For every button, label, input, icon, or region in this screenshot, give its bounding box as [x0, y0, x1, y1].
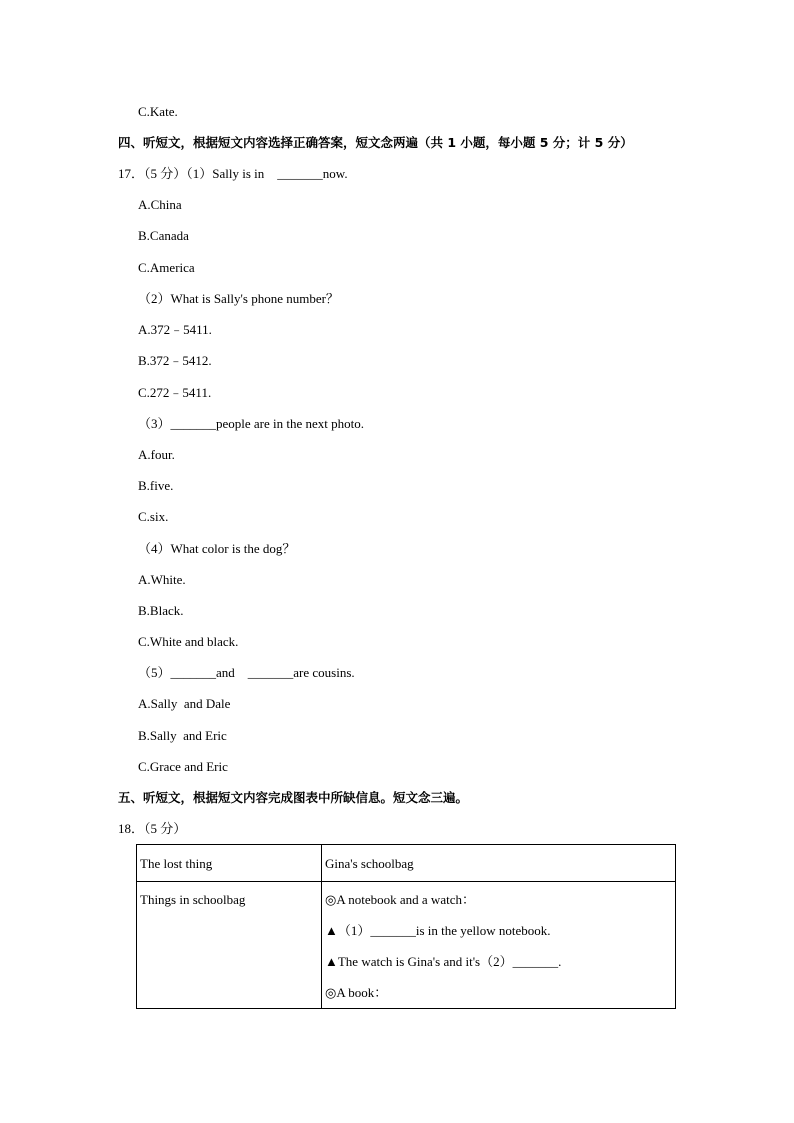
q3-option-a: A.four.: [138, 447, 175, 462]
table-cell-value: [322, 845, 676, 882]
table-row: [137, 882, 676, 1009]
things-line-2: ▲（1）_______is in the yellow notebook.: [325, 923, 551, 938]
q1-option-c: C.America: [138, 260, 195, 275]
q2-option-b: B.372﹣5412.: [138, 353, 212, 368]
table-cell-value: [322, 882, 676, 1009]
lost-thing-label: The lost thing: [140, 856, 213, 871]
q5-stem: （5）_______and _______are cousins.: [138, 665, 355, 680]
q1-option-b: B.Canada: [138, 228, 189, 243]
lost-thing-table: [136, 844, 676, 1009]
things-line-4: ◎A book：: [325, 985, 388, 1000]
q4-option-b: B.Black.: [138, 603, 184, 618]
q4-stem: （4）What color is the dog？: [138, 541, 296, 556]
q5-option-b: B.Sally and Eric: [138, 728, 227, 743]
question17-stem: [118, 166, 348, 182]
question17-part1: （1）Sally is in _______now.: [186, 166, 348, 181]
question18-number: 18．（5 分）: [118, 821, 187, 836]
q2-stem: （2）What is Sally's phone number？: [138, 291, 339, 306]
table-row: [137, 845, 676, 882]
lost-thing-value: Gina's schoolbag: [325, 856, 414, 871]
q2-option-a: A.372﹣5411.: [138, 322, 212, 337]
q3-option-b: B.five.: [138, 478, 174, 493]
table-cell-label: [137, 882, 322, 1009]
things-line-1: ◎A notebook and a watch：: [325, 892, 475, 907]
table-cell-label: [137, 845, 322, 882]
q3-stem: （3）_______people are in the next photo.: [138, 416, 365, 431]
q1-option-a: A.China: [138, 197, 182, 212]
section4-heading: 四、听短文，根据短文内容选择正确答案，短文念两遍（共 1 小题，每小题 5 分；计 5 分）: [118, 135, 633, 150]
q4-option-a: A.White.: [138, 572, 186, 587]
q4-option-c: C.White and black.: [138, 634, 239, 649]
q2-option-c: C.272﹣5411.: [138, 385, 212, 400]
things-label: Things in schoolbag: [140, 892, 246, 907]
q3-option-c: C.six.: [138, 509, 169, 524]
q5-option-a: A.Sally and Dale: [138, 696, 231, 711]
q5-option-c: C.Grace and Eric: [138, 759, 228, 774]
prev-option-c: C.Kate.: [138, 104, 178, 119]
question17-number: 17．（5 分）: [118, 166, 187, 181]
things-line-3: ▲The watch is Gina's and it's（2）_______.: [325, 954, 562, 969]
section5-heading: 五、听短文，根据短文内容完成图表中所缺信息。短文念三遍。: [118, 790, 469, 805]
